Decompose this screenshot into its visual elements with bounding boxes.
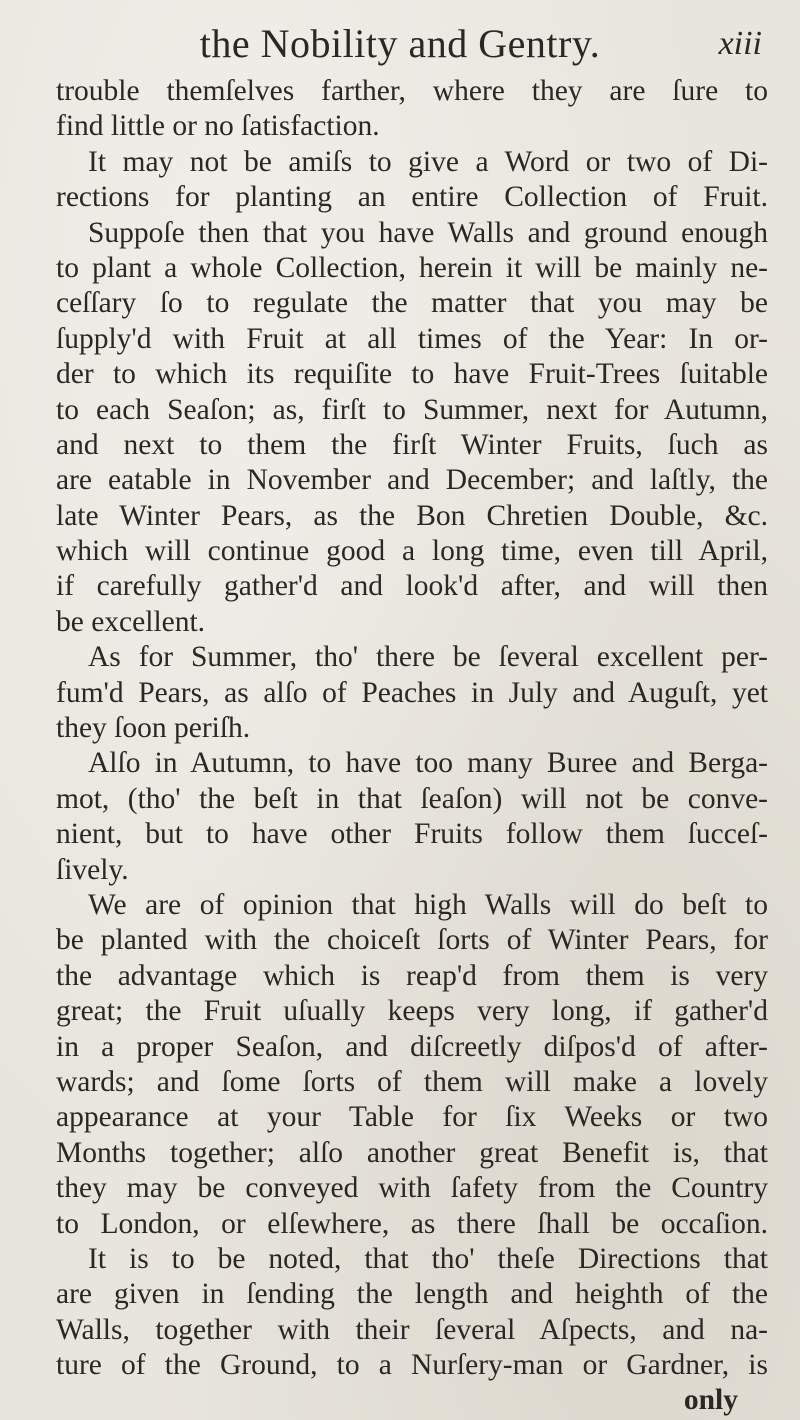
text-line: Walls, together with their ſeveral Aſpects, and na- <box>56 1313 768 1346</box>
text-line: der to which its requiſite to have Fruit-Trees ſuitable <box>56 358 768 391</box>
catchword-text: only <box>683 1384 738 1417</box>
text-line: Alſo in Autumn, to have too many Buree and Berga- <box>88 747 768 780</box>
text-line: mot, (tho' the beſt in that ſeaſon) will not be conve- <box>56 782 768 815</box>
text-line: if carefully gather'd and look'd after, and will then <box>56 570 768 603</box>
text-line: to London, or elſewhere, as there ſhall be occaſion. <box>56 1207 768 1240</box>
text-line: which will continue good a long time, even till April, <box>56 535 768 568</box>
text-line: are given in ſending the length and heighth of the <box>56 1278 768 1311</box>
text-line: they ſoon periſh. <box>56 712 251 745</box>
text-line: late Winter Pears, as the Bon Chretien Double, &c. <box>56 499 768 532</box>
text-line: trouble themſelves farther, where they are ſure to <box>56 75 768 107</box>
text-line: Months together; alſo another great Benefit is, that <box>56 1136 768 1169</box>
text-line: As for Summer, tho' there be ſeveral excellent per- <box>88 641 768 674</box>
text-line: rections for planting an entire Collection of Fruit. <box>56 181 768 214</box>
text-line: in a proper Seaſon, and diſcreetly diſpos'd of after- <box>56 1030 768 1063</box>
text-line: ture of the Ground, to a Nurſery-man or Gardner, is <box>56 1349 768 1382</box>
text-line: ſupply'd with Fruit at all times of the Year: In or- <box>56 322 768 355</box>
body-text <box>56 74 768 1419</box>
text-line: be planted with the choiceſt ſorts of Winter Pears, for <box>56 924 768 957</box>
text-line: are eatable in November and December; and laſtly, the <box>56 464 768 497</box>
text-line: Suppoſe then that you have Walls and ground enough <box>88 216 768 249</box>
text-line: ſively. <box>56 853 129 886</box>
text-line: and next to them the firſt Winter Fruits, ſuch as <box>56 428 768 461</box>
text-line: the advantage which is reap'd from them is very <box>56 959 768 992</box>
running-head <box>0 14 800 74</box>
page-number: xiii <box>718 25 762 62</box>
text-line: nient, but to have other Fruits follow them ſucceſ- <box>56 818 768 851</box>
text-line: We are of opinion that high Walls will do beſt to <box>88 888 768 921</box>
text-line: find little or no ſatisfaction. <box>56 110 380 143</box>
catchword <box>56 1383 768 1418</box>
text-line: ceſſary ſo to regulate the matter that you may be <box>56 287 768 320</box>
running-title: the Nobility and Gentry. <box>199 21 601 66</box>
text-line: they may be conveyed with ſafety from the Country <box>56 1172 768 1205</box>
text-line: appearance at your Table for ſix Weeks or two <box>56 1101 768 1134</box>
text-line: It may not be amiſs to give a Word or two of Di- <box>88 145 768 178</box>
text-line: to each Seaſon; as, firſt to Summer, next for Autumn, <box>56 393 768 426</box>
text-line: be excellent. <box>56 605 206 638</box>
text-line: to plant a whole Collection, herein it will be mainly ne- <box>56 251 768 284</box>
text-line: It is to be noted, that tho' theſe Directions that <box>88 1242 768 1275</box>
text-line: fum'd Pears, as alſo of Peaches in July and Auguſt, yet <box>56 676 768 709</box>
text-line: wards; and ſome ſorts of them will make a lovely <box>56 1065 768 1098</box>
text-line: great; the Fruit uſually keeps very long, if gather'd <box>56 995 768 1028</box>
